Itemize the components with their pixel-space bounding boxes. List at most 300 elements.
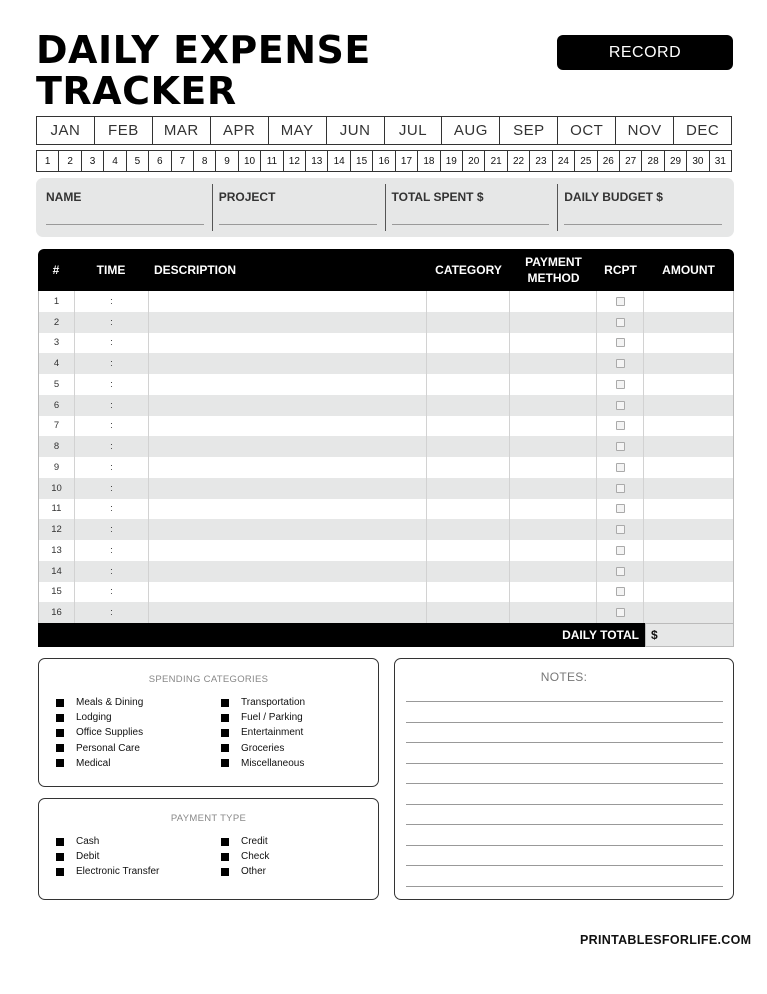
month-apr[interactable]: APR: [211, 117, 269, 144]
receipt-checkbox[interactable]: [616, 608, 625, 617]
day-12[interactable]: 12: [284, 151, 306, 171]
time-separator: :: [110, 378, 113, 390]
row-number: 7: [39, 416, 75, 437]
time-cell[interactable]: [75, 561, 149, 582]
amount-cell[interactable]: [644, 519, 733, 540]
time-separator: :: [110, 565, 113, 577]
table-row: [39, 457, 733, 478]
month-dec[interactable]: DEC: [686, 122, 720, 139]
daily-budget-field[interactable]: [558, 184, 730, 231]
square-bullet-icon: [56, 838, 64, 846]
payment-list-right: [221, 834, 269, 880]
project-label: PROJECT: [218, 190, 276, 204]
amount-cell[interactable]: [644, 478, 733, 499]
month-oct[interactable]: OCT: [558, 117, 616, 144]
category-cell[interactable]: [427, 333, 510, 354]
day-14[interactable]: 14: [328, 151, 350, 171]
time-separator: :: [110, 337, 113, 349]
receipt-checkbox[interactable]: [616, 421, 625, 430]
description-cell[interactable]: [149, 436, 428, 457]
description-cell[interactable]: [149, 333, 428, 354]
time-separator: :: [110, 441, 113, 453]
list-item: [221, 756, 305, 771]
notes-box[interactable]: [394, 658, 734, 900]
receipt-checkbox[interactable]: [616, 463, 625, 472]
table-row: [39, 416, 733, 437]
payment-method-cell[interactable]: [510, 582, 597, 603]
list-item-label: Electronic Transfer: [76, 866, 160, 878]
category-cell[interactable]: [427, 395, 510, 416]
receipt-cell: [597, 333, 644, 354]
time-separator: :: [110, 586, 113, 598]
amount-cell[interactable]: [644, 333, 733, 354]
page-title: [36, 30, 376, 112]
receipt-cell: [597, 436, 644, 457]
note-line: [406, 845, 723, 846]
day-15[interactable]: 15: [351, 151, 373, 171]
amount-cell[interactable]: [644, 312, 733, 333]
category-cell[interactable]: [427, 312, 510, 333]
time-separator: :: [110, 544, 113, 556]
day-11[interactable]: 11: [261, 151, 283, 171]
payment-method-cell[interactable]: [510, 602, 597, 623]
receipt-cell: [597, 519, 644, 540]
payment-method-cell[interactable]: [510, 519, 597, 540]
row-number: 2: [39, 312, 75, 333]
time-cell[interactable]: [75, 312, 149, 333]
day-16[interactable]: 16: [373, 151, 395, 171]
day-23[interactable]: 23: [530, 151, 552, 171]
day-27[interactable]: 27: [620, 151, 642, 171]
description-cell[interactable]: [149, 602, 428, 623]
payment-method-cell[interactable]: [510, 333, 597, 354]
day-selector: [36, 150, 732, 172]
list-item-label: Fuel / Parking: [241, 712, 303, 724]
list-item: [221, 695, 305, 710]
info-bar: [36, 178, 734, 237]
day-17[interactable]: 17: [396, 151, 418, 171]
table-row: [39, 540, 733, 561]
list-item: [221, 741, 305, 756]
month-sep[interactable]: SEP: [500, 117, 558, 144]
time-separator: :: [110, 482, 113, 494]
payment-list-left: [56, 834, 159, 880]
time-cell[interactable]: [75, 457, 149, 478]
receipt-checkbox[interactable]: [616, 504, 625, 513]
list-item-label: Other: [241, 866, 267, 878]
month-selector: [36, 116, 732, 145]
category-cell[interactable]: [427, 478, 510, 499]
note-line: [406, 701, 723, 702]
list-item-label: Personal Care: [76, 742, 140, 754]
month-mar[interactable]: MAR: [153, 117, 211, 144]
list-item-label: Credit: [241, 836, 268, 848]
spending-list-left: [56, 695, 143, 771]
day-13[interactable]: 13: [306, 151, 328, 171]
receipt-checkbox[interactable]: [616, 567, 625, 576]
description-cell[interactable]: [149, 519, 428, 540]
table-row: [39, 436, 733, 457]
time-separator: :: [110, 524, 113, 536]
table-row: [39, 561, 733, 582]
receipt-checkbox[interactable]: [616, 380, 625, 389]
category-cell[interactable]: [427, 416, 510, 437]
daily-total-row: [38, 623, 734, 647]
list-item: [56, 864, 159, 879]
category-cell[interactable]: [427, 374, 510, 395]
square-bullet-icon: [56, 759, 64, 767]
list-item: [56, 834, 159, 849]
row-number: 13: [39, 540, 75, 561]
list-item: [221, 849, 269, 864]
time-separator: :: [110, 399, 113, 411]
amount-cell[interactable]: [644, 291, 733, 312]
category-cell[interactable]: [427, 457, 510, 478]
list-item-label: Groceries: [241, 742, 285, 754]
day-1[interactable]: 1: [37, 151, 59, 171]
table-row: [39, 333, 733, 354]
day-8[interactable]: 8: [194, 151, 216, 171]
description-cell[interactable]: [149, 478, 428, 499]
day-6[interactable]: 6: [149, 151, 171, 171]
receipt-checkbox[interactable]: [616, 587, 625, 596]
receipt-cell: [597, 395, 644, 416]
amount-cell[interactable]: [644, 561, 733, 582]
row-number: 15: [39, 582, 75, 603]
notes-title: NOTES:: [540, 670, 588, 684]
receipt-cell: [597, 582, 644, 603]
day-20[interactable]: 20: [463, 151, 485, 171]
payment-method-cell[interactable]: [510, 416, 597, 437]
description-cell[interactable]: [149, 395, 428, 416]
month-jun[interactable]: JUN: [327, 117, 385, 144]
receipt-cell: [597, 478, 644, 499]
row-number: 10: [39, 478, 75, 499]
spending-categories-box: [38, 658, 379, 787]
list-item: [56, 849, 159, 864]
time-cell[interactable]: [75, 291, 149, 312]
table-row: [39, 602, 733, 623]
square-bullet-icon: [221, 868, 229, 876]
receipt-checkbox[interactable]: [616, 359, 625, 368]
day-31[interactable]: 31: [714, 155, 726, 167]
time-cell[interactable]: [75, 395, 149, 416]
amount-cell[interactable]: [644, 457, 733, 478]
time-cell[interactable]: [75, 540, 149, 561]
table-row: [39, 395, 733, 416]
table-header: [38, 249, 734, 291]
row-number: 3: [39, 333, 75, 354]
description-cell[interactable]: [149, 457, 428, 478]
time-separator: :: [110, 420, 113, 432]
category-cell[interactable]: [427, 602, 510, 623]
list-item-label: Cash: [76, 836, 100, 848]
time-cell[interactable]: [75, 436, 149, 457]
receipt-cell: [597, 499, 644, 520]
note-line: [406, 742, 723, 743]
time-separator: :: [110, 503, 113, 515]
record-button[interactable]: RECORD: [557, 35, 733, 70]
name-line: [46, 224, 204, 225]
payment-method-cell[interactable]: [510, 561, 597, 582]
daily-budget-label: DAILY BUDGET $: [564, 190, 663, 204]
header-num: #: [52, 263, 60, 277]
list-item: [221, 725, 305, 740]
table-row: [39, 519, 733, 540]
daily-budget-line: [564, 224, 722, 225]
time-cell[interactable]: [75, 374, 149, 395]
row-number: 1: [39, 291, 75, 312]
time-cell[interactable]: [75, 416, 149, 437]
receipt-cell: [597, 457, 644, 478]
description-cell[interactable]: [149, 416, 428, 437]
amount-cell[interactable]: [644, 374, 733, 395]
list-item-label: Entertainment: [241, 727, 304, 739]
list-item: [221, 864, 269, 879]
receipt-checkbox[interactable]: [616, 484, 625, 493]
row-number: 5: [39, 374, 75, 395]
amount-cell[interactable]: [644, 582, 733, 603]
day-28[interactable]: 28: [642, 151, 664, 171]
day-4[interactable]: 4: [104, 151, 126, 171]
payment-method-cell[interactable]: [510, 312, 597, 333]
list-item-label: Lodging: [76, 712, 112, 724]
header-payment-line2: METHOD: [527, 271, 580, 285]
time-cell[interactable]: [75, 333, 149, 354]
row-number: 9: [39, 457, 75, 478]
list-item-label: Check: [241, 851, 270, 863]
month-aug[interactable]: AUG: [442, 117, 500, 144]
category-cell[interactable]: [427, 519, 510, 540]
note-line: [406, 722, 723, 723]
receipt-checkbox[interactable]: [616, 318, 625, 327]
square-bullet-icon: [56, 714, 64, 722]
spending-categories-title: SPENDING CATEGORIES: [148, 674, 269, 685]
daily-total-currency: $: [651, 628, 658, 642]
table-row: [39, 582, 733, 603]
category-cell[interactable]: [427, 436, 510, 457]
day-5[interactable]: 5: [127, 151, 149, 171]
time-cell[interactable]: [75, 353, 149, 374]
time-cell[interactable]: [75, 582, 149, 603]
payment-method-cell[interactable]: [510, 374, 597, 395]
list-item-label: Medical: [76, 757, 111, 769]
note-line: [406, 783, 723, 784]
time-cell[interactable]: [75, 478, 149, 499]
receipt-cell: [597, 416, 644, 437]
total-spent-label: TOTAL SPENT $: [391, 190, 484, 204]
list-item-label: Office Supplies: [76, 727, 144, 739]
day-30[interactable]: 30: [687, 151, 709, 171]
square-bullet-icon: [56, 868, 64, 876]
list-item: [56, 725, 143, 740]
description-cell[interactable]: [149, 374, 428, 395]
time-separator: :: [110, 295, 113, 307]
time-separator: :: [110, 461, 113, 473]
description-cell[interactable]: [149, 540, 428, 561]
time-separator: :: [110, 607, 113, 619]
square-bullet-icon: [221, 838, 229, 846]
amount-cell[interactable]: [644, 499, 733, 520]
amount-cell[interactable]: [644, 395, 733, 416]
list-item: [56, 710, 143, 725]
table-row: [39, 291, 733, 312]
name-field[interactable]: [40, 184, 213, 231]
header-rcpt: RCPT: [604, 263, 637, 277]
title-line-2: TRACKER: [36, 69, 237, 113]
month-nov[interactable]: NOV: [616, 117, 674, 144]
note-line: [406, 865, 723, 866]
receipt-cell: [597, 353, 644, 374]
total-spent-field[interactable]: [386, 184, 559, 231]
amount-cell[interactable]: [644, 602, 733, 623]
list-item: [56, 695, 143, 710]
description-cell[interactable]: [149, 582, 428, 603]
payment-method-cell[interactable]: [510, 353, 597, 374]
project-field[interactable]: [213, 184, 386, 231]
day-29[interactable]: 29: [665, 151, 687, 171]
receipt-cell: [597, 540, 644, 561]
header-payment-line1: PAYMENT: [525, 255, 582, 269]
header-payment-method: [510, 249, 597, 291]
description-cell[interactable]: [149, 353, 428, 374]
day-21[interactable]: 21: [485, 151, 507, 171]
category-cell[interactable]: [427, 291, 510, 312]
table-row: [39, 312, 733, 333]
receipt-checkbox[interactable]: [616, 401, 625, 410]
receipt-cell: [597, 561, 644, 582]
time-separator: :: [110, 358, 113, 370]
category-cell[interactable]: [427, 499, 510, 520]
list-item-label: Miscellaneous: [241, 757, 305, 769]
square-bullet-icon: [221, 729, 229, 737]
row-number: 12: [39, 519, 75, 540]
square-bullet-icon: [56, 853, 64, 861]
square-bullet-icon: [221, 699, 229, 707]
payment-method-cell[interactable]: [510, 457, 597, 478]
square-bullet-icon: [56, 729, 64, 737]
description-cell[interactable]: [149, 499, 428, 520]
table-row: [39, 478, 733, 499]
receipt-cell: [597, 291, 644, 312]
row-number: 16: [39, 602, 75, 623]
category-cell[interactable]: [427, 561, 510, 582]
square-bullet-icon: [221, 853, 229, 861]
square-bullet-icon: [221, 714, 229, 722]
month-jul[interactable]: JUL: [385, 117, 443, 144]
time-separator: :: [110, 316, 113, 328]
amount-cell[interactable]: [644, 416, 733, 437]
spending-list-right: [221, 695, 305, 771]
receipt-checkbox[interactable]: [616, 338, 625, 347]
amount-cell[interactable]: [644, 540, 733, 561]
receipt-checkbox[interactable]: [616, 442, 625, 451]
payment-method-cell[interactable]: [510, 478, 597, 499]
payment-method-cell[interactable]: [510, 499, 597, 520]
amount-cell[interactable]: [644, 436, 733, 457]
payment-method-cell[interactable]: [510, 395, 597, 416]
day-3[interactable]: 3: [82, 151, 104, 171]
list-item: [56, 756, 143, 771]
receipt-checkbox[interactable]: [616, 525, 625, 534]
daily-total-field[interactable]: [645, 623, 734, 647]
footer-website: PRINTABLESFORLIFE.COM: [580, 933, 752, 947]
list-item: [56, 741, 143, 756]
receipt-checkbox[interactable]: [616, 546, 625, 555]
row-number: 4: [39, 353, 75, 374]
row-number: 14: [39, 561, 75, 582]
month-may[interactable]: MAY: [269, 117, 327, 144]
table-row: [39, 353, 733, 374]
description-cell[interactable]: [149, 561, 428, 582]
square-bullet-icon: [56, 699, 64, 707]
note-line: [406, 763, 723, 764]
category-cell[interactable]: [427, 353, 510, 374]
name-label: NAME: [46, 190, 82, 204]
note-line: [406, 886, 723, 887]
month-jan[interactable]: JAN: [37, 117, 95, 144]
day-26[interactable]: 26: [598, 151, 620, 171]
day-24[interactable]: 24: [553, 151, 575, 171]
description-cell[interactable]: [149, 291, 428, 312]
day-10[interactable]: 10: [239, 151, 261, 171]
description-cell[interactable]: [149, 312, 428, 333]
day-9[interactable]: 9: [216, 151, 238, 171]
month-feb[interactable]: FEB: [95, 117, 153, 144]
payment-type-title: PAYMENT TYPE: [170, 813, 247, 824]
table-row: [39, 374, 733, 395]
note-line: [406, 804, 723, 805]
square-bullet-icon: [221, 744, 229, 752]
receipt-cell: [597, 312, 644, 333]
payment-method-cell[interactable]: [510, 291, 597, 312]
day-2[interactable]: 2: [59, 151, 81, 171]
day-7[interactable]: 7: [172, 151, 194, 171]
time-cell[interactable]: [75, 519, 149, 540]
receipt-checkbox[interactable]: [616, 297, 625, 306]
day-22[interactable]: 22: [508, 151, 530, 171]
table-body: [38, 291, 734, 623]
project-line: [219, 224, 377, 225]
total-spent-line: [392, 224, 550, 225]
day-18[interactable]: 18: [418, 151, 440, 171]
header-time: TIME: [96, 263, 126, 277]
payment-method-cell[interactable]: [510, 436, 597, 457]
list-item: [221, 710, 305, 725]
day-19[interactable]: 19: [441, 151, 463, 171]
list-item-label: Meals & Dining: [76, 697, 144, 709]
payment-method-cell[interactable]: [510, 540, 597, 561]
row-number: 11: [39, 499, 75, 520]
daily-total-label: DAILY TOTAL: [562, 628, 639, 642]
expense-table: [38, 249, 734, 647]
list-item-label: Transportation: [241, 697, 306, 709]
square-bullet-icon: [56, 744, 64, 752]
payment-type-box: [38, 798, 379, 900]
category-cell[interactable]: [427, 582, 510, 603]
time-cell[interactable]: [75, 602, 149, 623]
day-25[interactable]: 25: [575, 151, 597, 171]
list-item: [221, 834, 269, 849]
category-cell[interactable]: [427, 540, 510, 561]
row-number: 8: [39, 436, 75, 457]
header-description: DESCRIPTION: [154, 263, 237, 277]
table-row: [39, 499, 733, 520]
receipt-cell: [597, 374, 644, 395]
amount-cell[interactable]: [644, 353, 733, 374]
header-amount: AMOUNT: [662, 263, 715, 277]
time-cell[interactable]: [75, 499, 149, 520]
